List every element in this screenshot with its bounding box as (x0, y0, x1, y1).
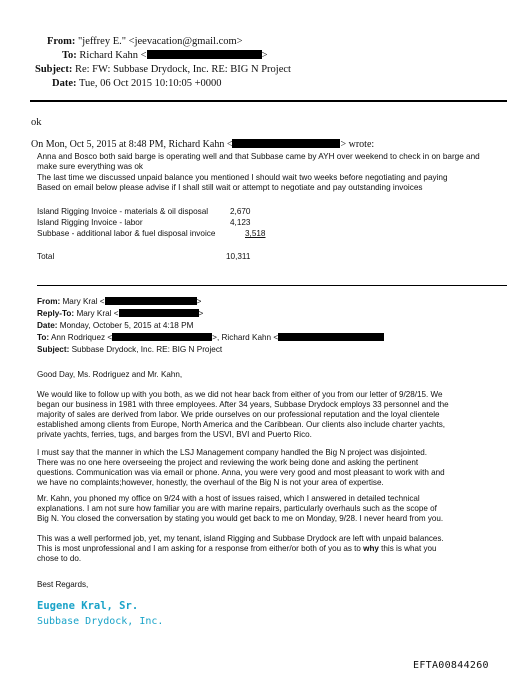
letter-paragraph (37, 448, 445, 488)
letter-emphasis: why (363, 544, 379, 553)
invoice-amount: 3,518 (245, 229, 266, 238)
quoted-intro-before: On Mon, Oct 5, 2015 at 8:48 PM, Richard Kahn < (31, 139, 233, 150)
fwd-replyto-row (37, 309, 203, 319)
letter-line: chose to do. (37, 554, 82, 563)
document-id: EFTA00844260 (413, 660, 489, 671)
fwd-replyto-label: Reply-To: (37, 309, 75, 318)
fwd-subject-row (37, 345, 222, 355)
fwd-to-mid: >, Richard Kahn < (212, 333, 279, 342)
header-date-row (52, 78, 222, 89)
invoice-total-label: Total (37, 252, 55, 261)
redaction-box (232, 139, 340, 148)
fwd-from-label: From: (37, 297, 61, 306)
redaction-box (105, 297, 197, 305)
header-subject-label: Subject: (35, 64, 73, 75)
reply-text: ok (31, 117, 42, 128)
quoted-intro (31, 139, 374, 150)
header-date-value: Tue, 06 Oct 2015 10:10:05 +0000 (78, 78, 222, 89)
letter-paragraph (37, 494, 443, 524)
fwd-subject-value: Subbase Drydock, Inc. RE: BIG N Project (71, 345, 223, 354)
header-to-label: To: (62, 50, 77, 61)
redaction-box (112, 333, 212, 341)
header-from-row (47, 36, 243, 47)
quoted-line: Anna and Bosco both said barge is operating well and that Subbase came by AYH over weekend to check in on barge and (37, 152, 480, 161)
header-date-label: Date: (52, 78, 77, 89)
quoted-line: make sure everything was ok (37, 162, 144, 172)
invoice-label: Subbase - additional labor & fuel disposal invoice (37, 229, 216, 238)
letter-line: Mr. Kahn, you phoned my office on 9/24 with a host of issues raised, which I answered in detailed technical (37, 494, 420, 503)
letter-greeting: Good Day, Ms. Rodriguez and Mr. Kahn, (37, 370, 183, 379)
letter-paragraph (37, 534, 444, 564)
header-from-value: "jeffrey E." <jeevacation@gmail.com> (78, 36, 243, 47)
invoice-amount: 2,670 (230, 207, 251, 216)
header-to-close: > (261, 50, 268, 61)
fwd-date-label: Date: (37, 321, 58, 330)
invoice-label: Island Rigging Invoice - materials & oil disposal (37, 207, 209, 216)
redaction-box (119, 309, 199, 317)
fwd-to-label: To: (37, 333, 50, 342)
header-subject-value: Re: FW: Subbase Drydock, Inc. RE: BIG N Project (74, 64, 291, 75)
letter-line: Big N. You closed the conversation by stating you would get back to me on Monday, 9/28. I never heard from you. (37, 514, 444, 523)
redaction-box (278, 333, 384, 341)
letter-line: we have no complaints;however, honestly, the overhaul of the Big N is not your area of expertise. (37, 478, 384, 487)
fwd-replyto-value: Mary Kral < (76, 309, 119, 318)
letter-text: this is what you (378, 544, 437, 553)
fwd-replyto-close: > (198, 309, 204, 318)
fwd-date-value: Monday, October 5, 2015 at 4:18 PM (59, 321, 194, 330)
quoted-body (37, 152, 480, 194)
header-subject-row (35, 64, 291, 75)
letter-line (37, 544, 444, 554)
invoice-total-amount: 10,311 (226, 252, 251, 261)
fwd-to-row (37, 333, 384, 343)
letter-line: established among clients from Europe, North America and the Caribbean. Our clients also include charter yachts, (37, 420, 446, 429)
letter-line: majority of sales are derived from labor. We pride ourselves on our professional reputation and the loyal clientele (37, 410, 440, 419)
quoted-intro-after: > wrote: (340, 139, 375, 150)
invoice-label: Island Rigging Invoice - labor (37, 218, 143, 227)
header-from-label: From: (47, 36, 76, 47)
fwd-subject-label: Subject: (37, 345, 70, 354)
letter-line: I must say that the manner in which the LSJ Management company handled the Big N project was disjointed. (37, 448, 428, 457)
letter-line: private yachts, ferries, tugs, and barges from the USVI, BVI and Puerto Rico. (37, 430, 312, 439)
forward-divider (37, 285, 507, 286)
redaction-box (147, 50, 262, 59)
letter-paragraph (37, 390, 449, 440)
letter-line: questions. Communication was via email or phone. Anna, you were very good and most pleasant to work with and (37, 468, 445, 477)
quoted-line: The last time we discussed unpaid balance you mentioned I should wait two weeks before negotiating and paying (37, 172, 448, 182)
fwd-from-close: > (196, 297, 202, 306)
letter-line: We would like to follow up with you both, as we did not hear back from either of you from our letter of 9/28/15. We (37, 390, 443, 399)
letter-line: explanations. I am not sure how familiar you are with marine repairs, particularly overhauls such as the scope of (37, 504, 437, 513)
fwd-from-row (37, 297, 201, 307)
quoted-line: Based on email below please advise if I shall still wait or attempt to negotiate and pay outstanding invoices (37, 183, 423, 193)
letter-line: There was no one here overseeing the project and reviewing the work being done and asking the pertinent (37, 458, 419, 467)
signature-name: Eugene Kral, Sr. (37, 600, 139, 612)
invoice-amount: 4,123 (230, 218, 251, 227)
letter-closing: Best Regards, (37, 580, 89, 589)
header-to-value: Richard Kahn < (79, 50, 147, 61)
fwd-from-value: Mary Kral < (62, 297, 105, 306)
fwd-to-value: Ann Rodriquez < (50, 333, 113, 342)
header-to-row (62, 50, 268, 61)
fwd-date-row (37, 321, 193, 331)
letter-line: began our business in 1981 with three employees. After 34 years, Subbase Drydock employs 33 personnel and the (37, 400, 449, 409)
letter-line: This was a well performed job, yet, my tenant, island Rigging and Subbase Drydock are left with unpaid balances. (37, 534, 444, 543)
signature-company: Subbase Drydock, Inc. (37, 616, 164, 627)
header-divider (30, 100, 507, 102)
letter-text: This is most unprofessional and I am asking for a response from either/or both of you as to (37, 544, 364, 553)
